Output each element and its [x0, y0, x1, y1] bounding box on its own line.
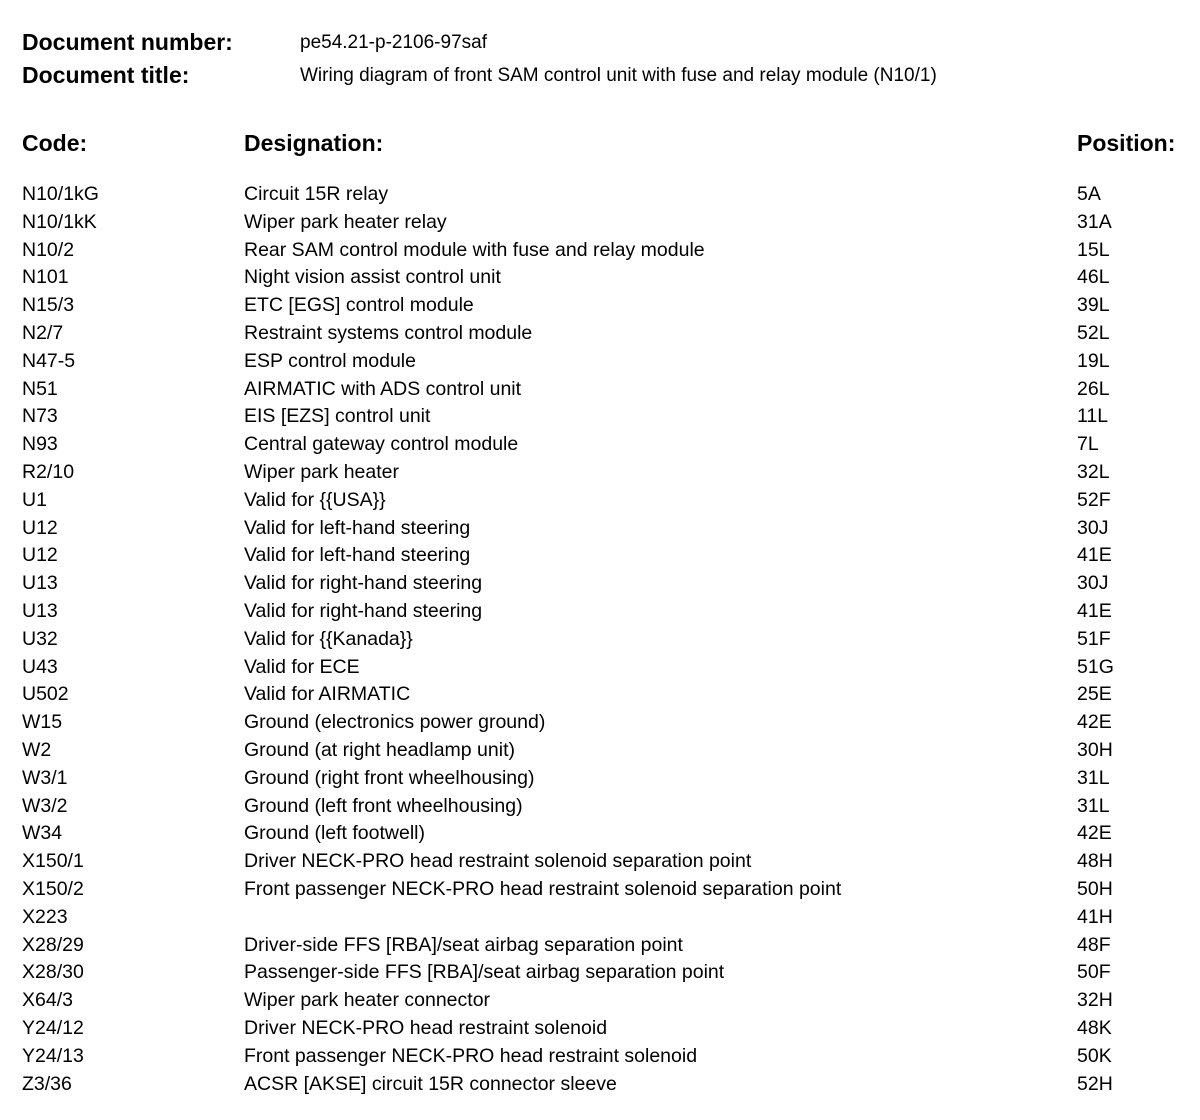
row-code: W2 — [22, 738, 52, 761]
row-code: U502 — [22, 683, 69, 706]
row-code: N93 — [22, 433, 58, 456]
row-code: W3/1 — [22, 766, 68, 789]
table-row — [0, 598, 1200, 626]
document-title-row — [22, 59, 937, 92]
row-designation: Driver NECK-PRO head restraint solenoid — [244, 1016, 608, 1039]
row-designation: Valid for {{Kanada}} — [244, 627, 413, 650]
row-designation: Ground (right front wheelhousing) — [244, 766, 535, 789]
table-row — [0, 932, 1200, 960]
row-designation: AIRMATIC with ADS control unit — [244, 377, 522, 400]
row-code: W15 — [22, 711, 63, 734]
row-position: 31L — [1077, 794, 1110, 817]
column-header-code: Code: — [22, 130, 88, 156]
table-row — [0, 904, 1200, 932]
row-designation: ETC [EGS] control module — [244, 294, 474, 317]
row-code: N47-5 — [22, 349, 76, 372]
row-code: N73 — [22, 405, 58, 428]
row-position: 42E — [1077, 822, 1112, 845]
row-designation: Valid for ECE — [244, 655, 360, 678]
row-position: 26L — [1077, 377, 1110, 400]
row-code: N15/3 — [22, 294, 75, 317]
table-row — [0, 515, 1200, 543]
row-designation: Central gateway control module — [244, 433, 519, 456]
row-position: 15L — [1077, 238, 1110, 261]
row-designation: Front passenger NECK-PRO head restraint solenoid — [244, 1044, 698, 1067]
row-code: N10/1kK — [22, 210, 97, 233]
table-row — [0, 959, 1200, 987]
document-header — [22, 26, 937, 92]
document-title-label: Document title: — [22, 62, 190, 88]
row-position: 30J — [1077, 516, 1109, 539]
row-code: N51 — [22, 377, 58, 400]
row-code: U12 — [22, 516, 58, 539]
document-title-value: Wiring diagram of front SAM control unit with fuse and relay module (N10/1) — [300, 64, 937, 86]
row-designation: Valid for right-hand steering — [244, 599, 483, 622]
table-row — [0, 181, 1200, 209]
table-row — [0, 709, 1200, 737]
row-designation: Restraint systems control module — [244, 321, 533, 344]
row-position: 41H — [1077, 905, 1113, 928]
table-row — [0, 987, 1200, 1015]
row-designation: EIS [EZS] control unit — [244, 405, 431, 428]
row-designation: Wiper park heater connector — [244, 989, 491, 1012]
document-number-label: Document number: — [22, 29, 233, 55]
row-designation: Rear SAM control module with fuse and relay module — [244, 238, 705, 261]
table-row — [0, 237, 1200, 265]
row-position: 48H — [1077, 850, 1113, 873]
table-row — [0, 820, 1200, 848]
row-code: W34 — [22, 822, 63, 845]
row-designation: Valid for left-hand steering — [244, 544, 471, 567]
row-designation: Passenger-side FFS [RBA]/seat airbag separation point — [244, 961, 725, 984]
row-position: 5A — [1077, 183, 1101, 205]
row-position: 31A — [1077, 210, 1112, 233]
row-code: Y24/13 — [22, 1044, 84, 1067]
table-row — [0, 876, 1200, 904]
row-designation: Valid for AIRMATIC — [244, 683, 411, 706]
row-position: 30H — [1077, 738, 1113, 761]
row-position: 32H — [1077, 989, 1113, 1012]
row-position: 52H — [1077, 1072, 1113, 1095]
table-row — [0, 681, 1200, 709]
row-position: 19L — [1077, 349, 1110, 372]
row-designation: ESP control module — [244, 349, 416, 372]
row-code: X64/3 — [22, 989, 73, 1012]
row-code: U12 — [22, 544, 58, 567]
row-position: 41E — [1077, 599, 1112, 622]
column-header-position: Position: — [1077, 130, 1176, 156]
row-position: 30J — [1077, 572, 1109, 595]
row-position: 51F — [1077, 627, 1111, 650]
table-row — [0, 570, 1200, 598]
row-code: W3/2 — [22, 794, 68, 817]
row-designation: Valid for {{USA}} — [244, 488, 386, 511]
row-code: Z3/36 — [22, 1072, 72, 1095]
row-designation: Ground (at right headlamp unit) — [244, 738, 515, 761]
table-row — [0, 793, 1200, 821]
row-position: 39L — [1077, 294, 1110, 317]
row-designation: Night vision assist control unit — [244, 266, 501, 289]
row-position: 50F — [1077, 961, 1111, 984]
row-code: Y24/12 — [22, 1016, 84, 1039]
row-position: 50K — [1077, 1044, 1112, 1067]
row-position: 48K — [1077, 1016, 1112, 1039]
table-row — [0, 1043, 1200, 1071]
row-designation: Valid for left-hand steering — [244, 516, 471, 539]
row-designation: Wiper park heater relay — [244, 210, 447, 233]
row-code: U13 — [22, 599, 58, 622]
row-designation: Front passenger NECK-PRO head restraint solenoid separation point — [244, 877, 842, 900]
row-designation: Valid for right-hand steering — [244, 572, 483, 595]
table-row — [0, 209, 1200, 237]
row-code: R2/10 — [22, 460, 75, 483]
row-designation: Driver-side FFS [RBA]/seat airbag separation point — [244, 933, 683, 956]
document-number-value: pe54.21-p-2106-97saf — [300, 31, 487, 53]
table-row — [0, 320, 1200, 348]
row-code: X223 — [22, 905, 68, 928]
table-row — [0, 348, 1200, 376]
row-position: 25E — [1077, 683, 1112, 706]
column-header-designation: Designation: — [244, 130, 384, 156]
row-code: U43 — [22, 655, 58, 678]
row-position: 7L — [1077, 433, 1099, 456]
row-code: N2/7 — [22, 321, 64, 344]
table-row — [0, 542, 1200, 570]
table-row — [0, 292, 1200, 320]
row-code: U32 — [22, 627, 58, 650]
row-position: 52L — [1077, 321, 1110, 344]
row-designation: ACSR [AKSE] circuit 15R connector sleeve — [244, 1072, 617, 1095]
row-code: U13 — [22, 572, 58, 595]
row-code: U1 — [22, 488, 47, 511]
table-row — [0, 654, 1200, 682]
table-row — [0, 848, 1200, 876]
table-row — [0, 626, 1200, 654]
row-code: X150/2 — [22, 877, 84, 900]
row-designation: Circuit 15R relay — [244, 183, 389, 205]
row-code: X28/29 — [22, 933, 84, 956]
row-position: 31L — [1077, 766, 1110, 789]
row-position: 51G — [1077, 655, 1114, 678]
table-row — [0, 1071, 1200, 1099]
row-designation: Ground (electronics power ground) — [244, 711, 546, 734]
row-code: N10/1kG — [22, 183, 99, 205]
row-code: N10/2 — [22, 238, 75, 261]
row-code: X28/30 — [22, 961, 84, 984]
document-number-row — [22, 26, 937, 59]
row-designation: Wiper park heater — [244, 460, 399, 483]
table-row — [0, 1015, 1200, 1043]
row-position: 42E — [1077, 711, 1112, 734]
component-table — [0, 181, 1200, 1098]
row-code: N101 — [22, 266, 69, 289]
table-row — [0, 376, 1200, 404]
row-position: 46L — [1077, 266, 1110, 289]
row-position: 32L — [1077, 460, 1110, 483]
row-designation: Ground (left footwell) — [244, 822, 425, 845]
row-designation: Ground (left front wheelhousing) — [244, 794, 523, 817]
table-row — [0, 459, 1200, 487]
table-row — [0, 431, 1200, 459]
row-position: 11L — [1077, 405, 1109, 428]
row-position: 48F — [1077, 933, 1111, 956]
row-designation: Driver NECK-PRO head restraint solenoid separation point — [244, 850, 752, 873]
row-position: 41E — [1077, 544, 1112, 567]
table-row — [0, 487, 1200, 515]
row-position: 50H — [1077, 877, 1113, 900]
table-row — [0, 264, 1200, 292]
row-position: 52F — [1077, 488, 1111, 511]
table-row — [0, 737, 1200, 765]
table-row — [0, 765, 1200, 793]
table-row — [0, 403, 1200, 431]
row-code: X150/1 — [22, 850, 84, 873]
